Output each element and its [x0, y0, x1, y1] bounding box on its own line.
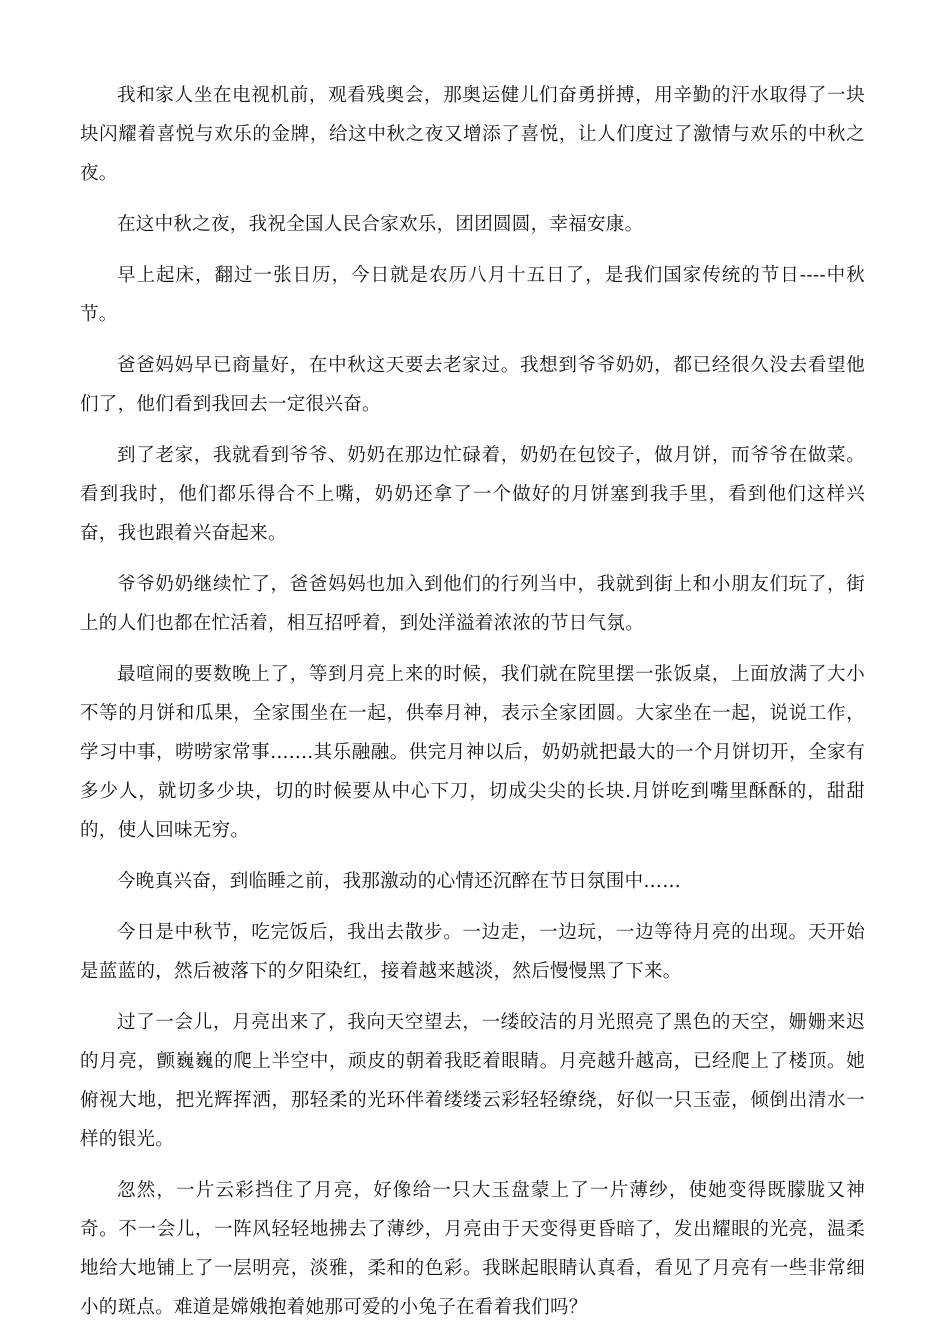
- paragraph: 我和家人坐在电视机前，观看残奥会，那奥运健儿们奋勇拼搏，用辛勤的汗水取得了一块块闪耀着喜悦与欢乐的金牌，给这中秋之夜又增添了喜悦，让人们度过了激情与欢乐的中秋之夜。: [80, 85, 865, 184]
- paragraph: 过了一会儿，月亮出来了，我向天空望去，一缕皎洁的月光照亮了黑色的天空，姗姗来迟的月亮，颤巍巍的爬上半空中，顽皮的朝着我眨着眼睛。月亮越升越高，已经爬上了楼顶。她俯视大地，把光辉挥洒，那轻柔的光环伴着缕缕云彩轻轻缭绕，好似一只玉壶，倾倒出清水一样的银光。: [80, 1012, 865, 1150]
- paragraph: 爷爷奶奶继续忙了，爸爸妈妈也加入到他们的行列当中，我就到街上和小朋友们玩了，街上的人们也都在忙活着，相互招呼着，到处洋溢着浓浓的节日气氛。: [80, 574, 865, 634]
- paragraph: 早上起床，翻过一张日历，今日就是农历八月十五日了，是我们国家传统的节日----中秋节。: [80, 265, 865, 325]
- article-body: [80, 76, 865, 1339]
- paragraph: 今晚真兴奋，到临睡之前，我那激动的心情还沉醉在节日氛围中……: [117, 871, 682, 892]
- paragraph: 忽然，一片云彩挡住了月亮，好像给一只大玉盘蒙上了一片薄纱，使她变得既朦胧又神奇。不一会儿，一阵风轻轻地拂去了薄纱，月亮由于天变得更昏暗了，发出耀眼的光亮，温柔地给大地铺上了一层明亮，淡雅，柔和的色彩。我眯起眼睛认真看，看见了月亮有一些非常细小的斑点。难道是嫦娥抱着她那可爱的小兔子在看着我们吗？: [80, 1180, 865, 1318]
- paragraph: 到了老家，我就看到爷爷、奶奶在那边忙碌着，奶奶在包饺子，做月饼，而爷爷在做菜。看到我时，他们都乐得合不上嘴，奶奶还拿了一个做好的月饼塞到我手里，看到他们这样兴奋，我也跟着兴奋起来。: [80, 445, 865, 544]
- paragraph: 今日是中秋节，吃完饭后，我出去散步。一边走，一边玩，一边等待月亮的出现。天开始是蓝蓝的，然后被落下的夕阳染红，接着越来越淡，然后慢慢黑了下来。: [80, 922, 865, 982]
- paragraph: 最喧闹的要数晚上了，等到月亮上来的时候，我们就在院里摆一张饭桌，上面放满了大小不等的月饼和瓜果，全家围坐在一起，供奉月神，表示全家团圆。大家坐在一起，说说工作，学习中事，唠唠家常事.......其乐融融。供完月神以后，奶奶就把最大的一个月饼切开，全家有多少人，就切多少块，切的时候要从中心下刀，切成尖尖的长块.月饼吃到嘴里酥酥的，甜甜的，使人回味无穷。: [80, 664, 865, 841]
- paragraph: 在这中秋之夜，我祝全国人民合家欢乐，团团圆圆，幸福安康。: [117, 214, 644, 235]
- paragraph: 爸爸妈妈早已商量好，在中秋这天要去老家过。我想到爷爷奶奶，都已经很久没去看望他们了，他们看到我回去一定很兴奋。: [80, 355, 865, 415]
